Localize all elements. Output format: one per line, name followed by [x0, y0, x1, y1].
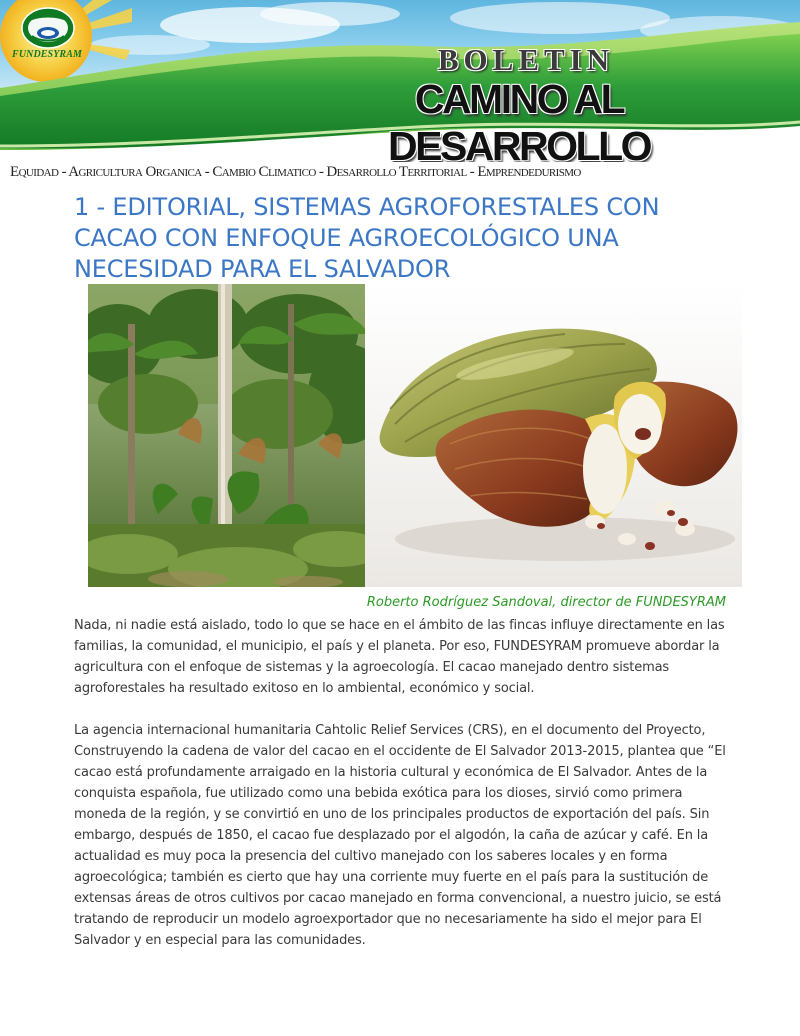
fundesyram-logo-icon [2, 0, 94, 80]
body-paragraph: La agencia internacional humanitaria Cahtolic Relief Services (CRS), en el documento del Proyecto, Construyendo la cadena de valor del cacao en el occidente de El Salvador 2013-2015, plantea que “El cacao está profundamente arraigado en la historia cultural y económica de El Salvador. Antes de la conquista española, fue utilizado como una bebida exótica para los dioses, sirvió como primera moneda de la región, y se convirtió en uno de los principales productos de exportación del país. Sin embargo, después de 1850, el cacao fue desplazado por el algodón, la caña de azúcar y café. En la actualidad es muy poca la presencia del cultivo manejado con los saberes locales y en forma agroecológica; también es cierto que hay una corriente muy fuerte en el país para la sustitución de extensas áreas de otros cultivos por cacao manejado en forma convencional, a nuestro juicio, se está tratando de reproducir un modelo agroexportador que no necesariamente ha sido el mejor para El Salvador y en especial para las comunidades. [74, 723, 726, 948]
logo-text: FUNDESYRAM [12, 49, 82, 60]
agroforestry-photo [88, 284, 365, 587]
photo-caption: Roberto Rodríguez Sandoval, director de FUNDESYRAM [366, 595, 726, 610]
article-heading: 1 - EDITORIAL, SISTEMAS AGROFORESTALES CON CACAO CON ENFOQUE AGROECOLÓGICO UNA NECESIDAD PARA EL SALVADOR [74, 193, 660, 283]
boletin-label: BOLETIN [437, 42, 615, 77]
header-banner [0, 0, 800, 162]
cacao-pods-photo [365, 284, 742, 587]
topics-tagline: Equidad - Agricultura Organica - Cambio Climatico - Desarrollo Territorial - Emprendedurismo [10, 164, 581, 180]
newsletter-title: CAMINO AL DESARROLLO [388, 76, 650, 162]
body-paragraph: Nada, ni nadie está aislado, todo lo que se hace en el ámbito de las fincas influye directamente en las familias, la comunidad, el municipio, el país y el planeta. Por eso, FUNDESYRAM promueve abordar la agricultura con el enfoque de sistemas y la agroecología. El cacao manejado dentro sistemas agroforestales ha resultado exitoso en lo ambiental, económico y social. [74, 618, 725, 696]
article-body [74, 615, 734, 972]
